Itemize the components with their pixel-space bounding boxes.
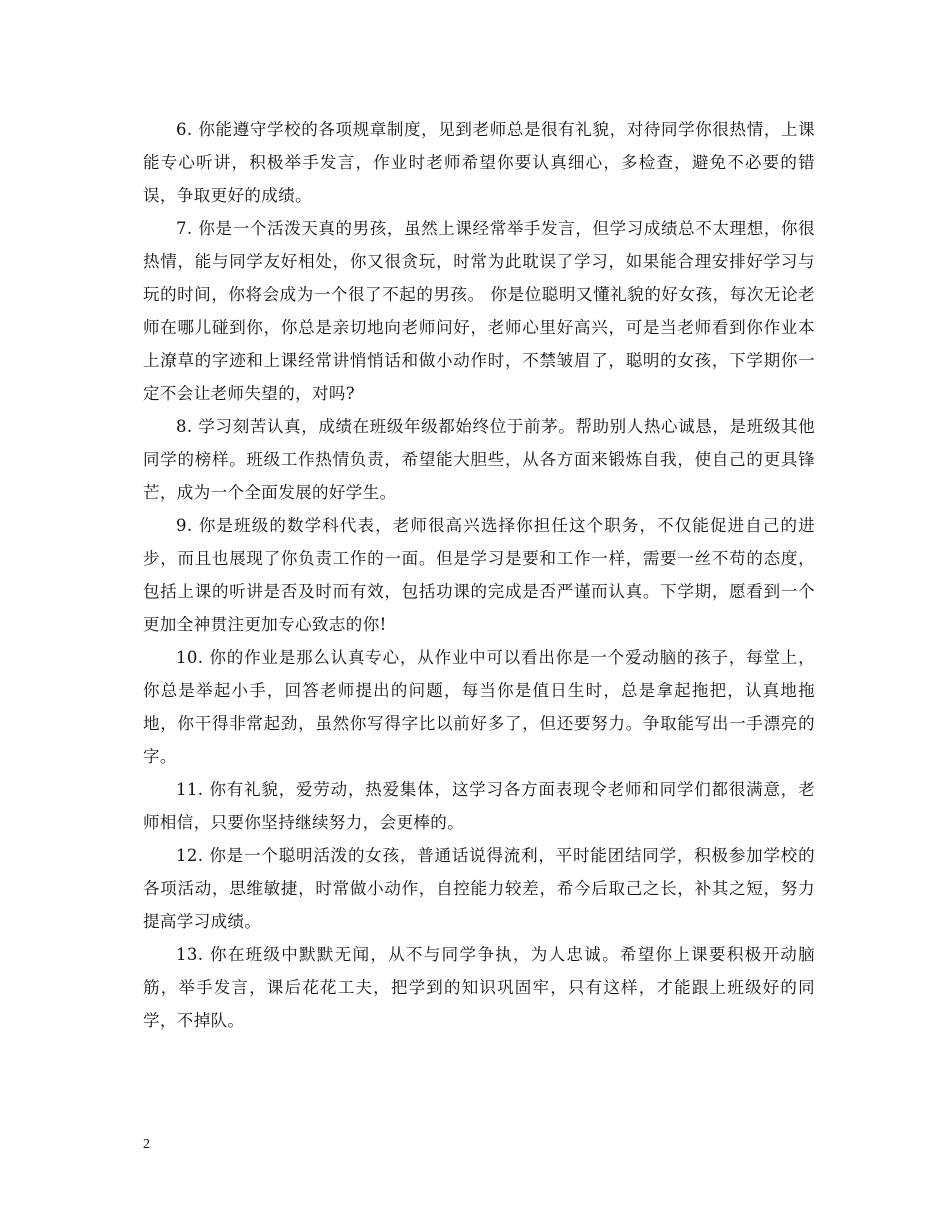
paragraph-8: 8. 学习刻苦认真，成绩在班级年级都始终位于前茅。帮助别人热心诚恳，是班级其他同学的榜样。班级工作热情负责，希望能大胆些，从各方面来锻炼自我，使自己的更具锋芒，成为一个全面发展的好学生。 [143, 417, 815, 502]
paragraph-13: 13. 你在班级中默默无闻，从不与同学争执，为人忠诚。希望你上课要积极开动脑筋，举手发言，课后花花工夫，把学到的知识巩固牢，只有这样，才能跟上班级好的同学，不掉队。 [143, 945, 815, 1030]
paragraph-9: 9. 你是班级的数学科代表，老师很高兴选择你担任这个职务，不仅能促进自己的进步，而且也展现了你负责工作的一面。但是学习是要和工作一样，需要一丝不苟的态度，包括上课的听讲是否及时而有效，包括功课的完成是否严谨而认真。下学期，愿看到一个更加全神贯注更加专心致志的你! [143, 516, 815, 634]
paragraph-6: 6. 你能遵守学校的各项规章制度，见到老师总是很有礼貌，对待同学你很热情，上课能专心听讲，积极举手发言，作业时老师希望你要认真细心，多检查，避免不必要的错误，争取更好的成绩。 [143, 120, 815, 205]
paragraph-10: 10. 你的作业是那么认真专心，从作业中可以看出你是一个爱动脑的孩子，每堂上，你总是举起小手，回答老师提出的问题，每当你是值日生时，总是拿起拖把，认真地拖地，你干得非常起劲，虽然你写得字比以前好多了，但还要努力。争取能写出一手漂亮的字。 [143, 648, 815, 766]
paragraph-12: 12. 你是一个聪明活泼的女孩，普通话说得流利，平时能团结同学，积极参加学校的各项活动，思维敏捷，时常做小动作，自控能力较差，希今后取己之长，补其之短，努力提高学习成绩。 [143, 846, 815, 931]
paragraph-11: 11. 你有礼貌，爱劳动，热爱集体，这学习各方面表现令老师和同学们都很满意，老师相信，只要你坚持继续努力，会更棒的。 [143, 780, 815, 832]
paragraph-7: 7. 你是一个活泼天真的男孩，虽然上课经常举手发言，但学习成绩总不太理想，你很热情，能与同学友好相处，你又很贪玩，时常为此耽误了学习，如果能合理安排好学习与玩的时间，你将会成为一个很了不起的男孩。 你是位聪明又懂礼貌的好女孩，每次无论老师在哪儿碰到你，你总是亲切地向老师问好，老师心里好高兴，可是当老师看到你作业本上潦草的字迹和上课经常讲悄悄话和做小动作时，不禁皱眉了，聪明的女孩，下学期你一定不会让老师失望的，对吗? [143, 219, 815, 403]
page-number: 2 [143, 1137, 150, 1152]
document-body [143, 113, 815, 1037]
